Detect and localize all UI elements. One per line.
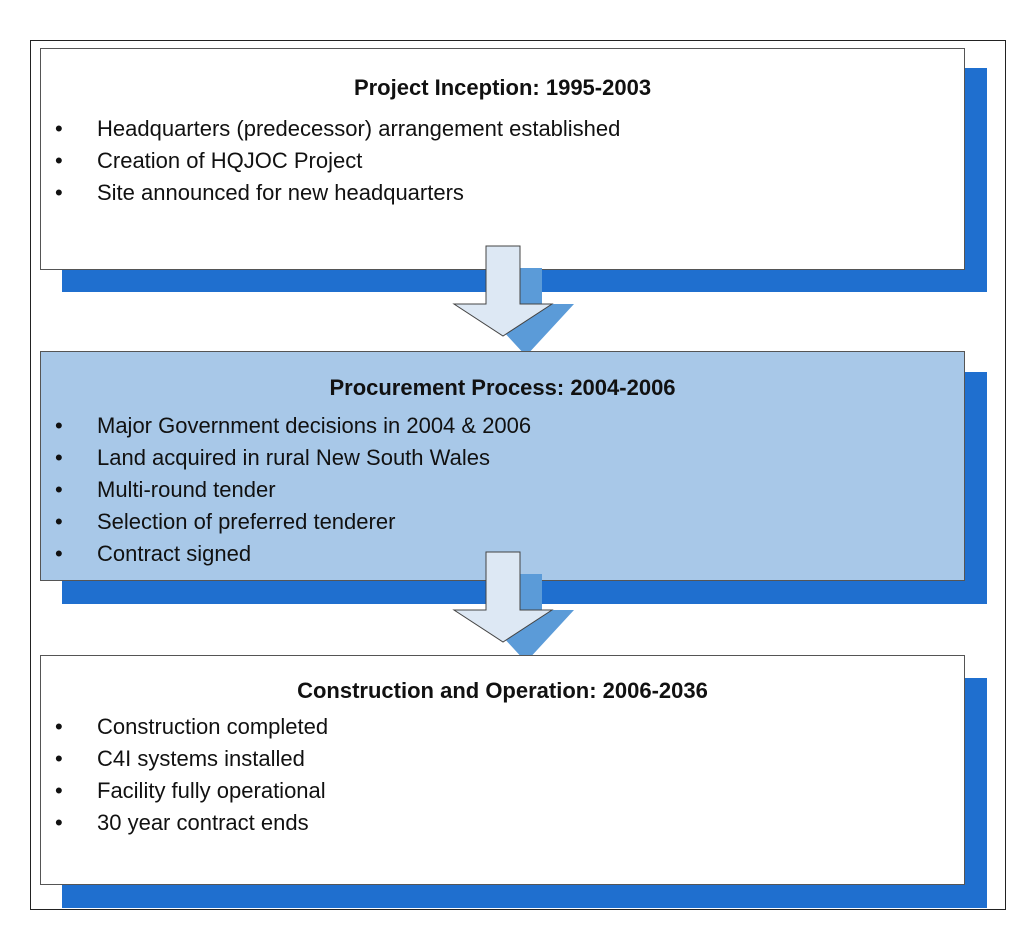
list-item: • Contract signed — [53, 538, 531, 570]
bullet-icon: • — [55, 413, 63, 438]
bullet-icon: • — [55, 714, 63, 739]
stage-1-box — [40, 48, 965, 270]
bullet-icon: • — [55, 445, 63, 470]
list-item: • 30 year contract ends — [53, 807, 328, 839]
stage-3-title: Construction and Operation: 2006-2036 — [297, 678, 708, 703]
list-item: • Construction completed — [53, 711, 328, 743]
list-item: • Major Government decisions in 2004 & 2006 — [53, 410, 531, 442]
list-item: • Creation of HQJOC Project — [53, 145, 620, 177]
stage-1-list — [53, 113, 620, 209]
stage-2-list — [53, 410, 531, 570]
bullet-icon: • — [55, 116, 63, 141]
bullet-icon: • — [55, 148, 63, 173]
bullet-icon: • — [55, 509, 63, 534]
stage-3-list — [53, 711, 328, 839]
bullet-icon: • — [55, 541, 63, 566]
list-item: • Selection of preferred tenderer — [53, 506, 531, 538]
bullet-icon: • — [55, 180, 63, 205]
down-arrow-icon — [450, 246, 580, 358]
bullet-icon: • — [55, 778, 63, 803]
bullet-icon: • — [55, 477, 63, 502]
list-item: • Site announced for new headquarters — [53, 177, 620, 209]
stage-2-title: Procurement Process: 2004-2006 — [329, 375, 676, 400]
bullet-icon: • — [55, 746, 63, 771]
list-item: • Facility fully operational — [53, 775, 328, 807]
list-item: • Multi-round tender — [53, 474, 531, 506]
list-item: • C4I systems installed — [53, 743, 328, 775]
down-arrow-icon — [450, 552, 580, 664]
list-item: • Land acquired in rural New South Wales — [53, 442, 531, 474]
stage-1-title: Project Inception: 1995-2003 — [353, 75, 652, 100]
bullet-icon: • — [55, 810, 63, 835]
stage-3-box — [40, 655, 965, 885]
list-item: • Headquarters (predecessor) arrangement established — [53, 113, 620, 145]
stage-2-box — [40, 351, 965, 581]
